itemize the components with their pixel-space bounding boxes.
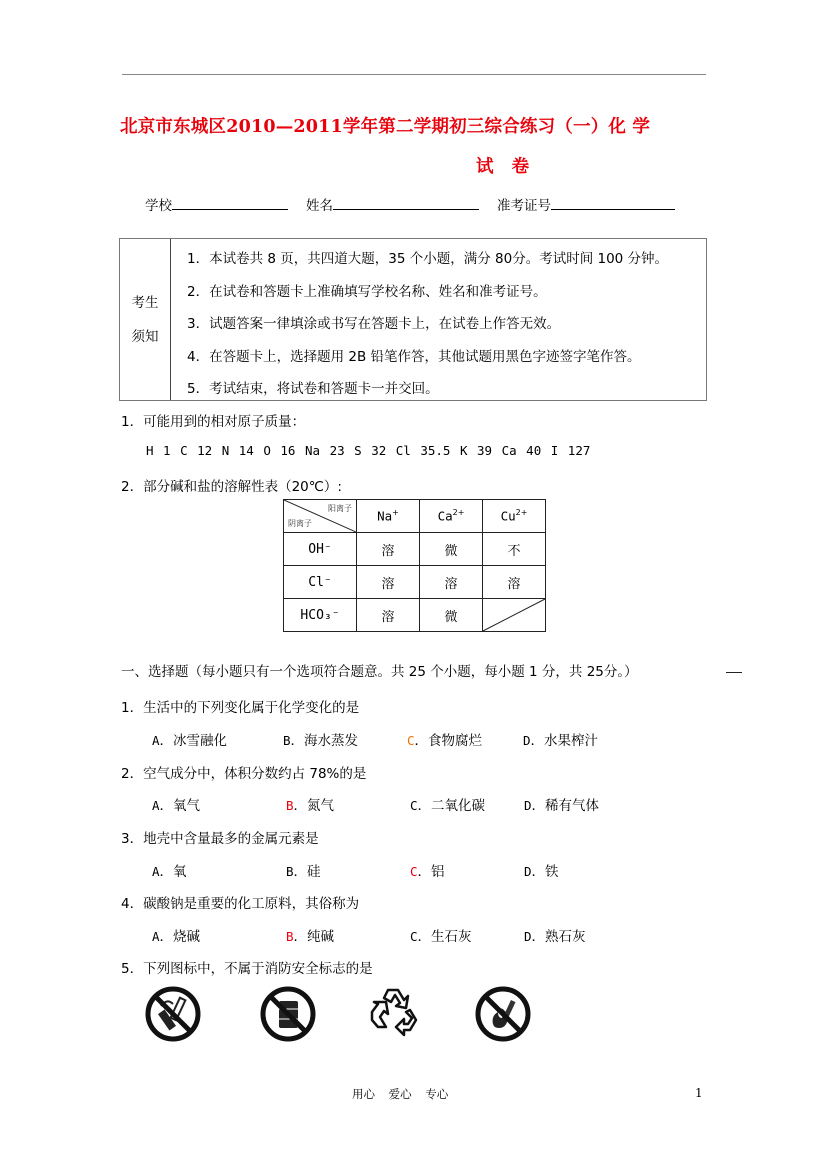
notice-heading-line1: 考生: [131, 294, 159, 311]
atomic-mass-label: 1．可能用到的相对原子质量：: [121, 414, 306, 430]
table-row: [284, 599, 546, 632]
solubility-cell: 不: [483, 533, 546, 566]
anion-cell: HCO₃⁻: [284, 599, 357, 632]
notice-item: 3．试题答案一律填涂或书写在答题卡上，在试卷上作答无效。: [187, 316, 561, 332]
option-c[interactable]: C．铝: [410, 864, 445, 880]
option-a[interactable]: A．氧气: [152, 798, 201, 814]
notice-item: 2．在试卷和答题卡上准确填写学校名称、姓名和准考证号。: [187, 283, 547, 300]
header-rule: [122, 74, 706, 75]
answer-marker: B: [286, 798, 294, 813]
table-row: [284, 533, 546, 566]
no-fuel-drum-icon[interactable]: [258, 984, 318, 1048]
table-row: [284, 566, 546, 599]
anion-label: 阴离子: [288, 519, 312, 528]
solubility-label: 2．部分碱和盐的溶解性表（20℃）:: [121, 479, 342, 495]
notice-heading: [120, 239, 171, 400]
table-corner-cell: [284, 500, 357, 533]
margin-dash: [726, 672, 742, 673]
empty-diagonal-cell: [483, 599, 546, 632]
option-d[interactable]: D．稀有气体: [524, 798, 600, 814]
solubility-cell: 微: [420, 533, 483, 566]
no-smoking-icon[interactable]: [143, 984, 203, 1048]
solubility-cell: 溶: [357, 599, 420, 632]
option-a[interactable]: A．烧碱: [152, 929, 201, 945]
solubility-cell: 溶: [357, 566, 420, 599]
option-c[interactable]: C．二氧化碳: [410, 798, 486, 814]
option-d[interactable]: D．水果榨汁: [523, 733, 599, 749]
exam-id-blank[interactable]: [551, 196, 675, 210]
notice-item: 5．考试结束，将试卷和答题卡一并交回。: [187, 381, 439, 397]
question-stem: 5．下列图标中，不属于消防安全标志的是: [121, 961, 373, 977]
solubility-table: [283, 499, 546, 632]
exam-subtitle: 试 卷: [476, 157, 536, 177]
question-stem: 1．生活中的下列变化属于化学变化的是: [121, 700, 360, 716]
footer-motto: 用心 爱心 专心: [352, 1087, 449, 1101]
cation-header: $Cu^{2+}$: [483, 500, 546, 533]
notice-item: 4．在答题卡上，选择题用 2B 铅笔作答，其他试题用黑色字迹签字笔作答。: [187, 348, 641, 365]
question-options: [152, 729, 598, 749]
answer-marker: C: [410, 864, 418, 879]
table-header-row: [284, 500, 546, 533]
cation-header: $Ca^{2+}$: [420, 500, 483, 533]
recycle-icon[interactable]: [364, 982, 426, 1048]
exam-title: 北京市东城区2010—2011学年第二学期初三综合练习（一）化 学: [120, 117, 651, 137]
school-label: 学校: [145, 198, 172, 214]
notice-item: 1．本试卷共 8 页，共四道大题，35 个小题，满分 80分。考试时间 100 分钟。: [187, 251, 669, 267]
answer-marker: C: [407, 733, 415, 748]
option-d[interactable]: D．熟石灰: [524, 929, 586, 945]
cation-header: Na+: [357, 500, 420, 533]
no-fire-icon[interactable]: [473, 984, 533, 1048]
question-options: [152, 794, 599, 814]
option-a[interactable]: A．冰雪融化: [152, 733, 228, 749]
question-stem: 4．碳酸钠是重要的化工原料，其俗称为: [121, 896, 360, 912]
student-info-fields: [145, 194, 693, 214]
option-c[interactable]: C．生石灰: [410, 929, 472, 945]
anion-cell: Cl⁻: [284, 566, 357, 599]
option-b[interactable]: B．海水蒸发: [283, 733, 359, 749]
notice-heading-line2: 须知: [131, 328, 159, 345]
solubility-cell: 微: [420, 599, 483, 632]
name-blank[interactable]: [333, 196, 479, 210]
anion-cell: OH⁻: [284, 533, 357, 566]
option-b[interactable]: B．纯碱: [286, 929, 335, 945]
notice-items: [171, 239, 706, 400]
solubility-cell: 溶: [357, 533, 420, 566]
question-stem: 2．空气成分中，体积分数约占 78%的是: [121, 766, 367, 782]
solubility-cell: 溶: [420, 566, 483, 599]
question-options: [152, 860, 559, 880]
question-options: [152, 925, 586, 945]
option-d[interactable]: D．铁: [524, 864, 559, 880]
cell-diagonal: [483, 599, 545, 631]
option-a[interactable]: A．氧: [152, 864, 187, 880]
cation-label: 阳离子: [328, 504, 352, 513]
option-b[interactable]: B．硅: [286, 864, 321, 880]
exam-id-label: 准考证号: [497, 198, 551, 214]
option-b[interactable]: B．氮气: [286, 798, 335, 814]
school-blank[interactable]: [172, 196, 288, 210]
option-c[interactable]: C．食物腐烂: [407, 733, 483, 749]
solubility-cell: 溶: [483, 566, 546, 599]
section-heading: 一、选择题（每小题只有一个选项符合题意。共 25 个小题，每小题 1 分，共 25分。）: [121, 664, 638, 680]
answer-marker: B: [286, 929, 294, 944]
atomic-mass-values: H 1 C 12 N 14 O 16 Na 23 S 32 Cl 35.5 K 39 Ca 40 I 127: [146, 443, 591, 458]
question-stem: 3．地壳中含量最多的金属元素是: [121, 831, 319, 847]
name-label: 姓名: [306, 198, 333, 214]
exam-notice-box: [119, 238, 707, 401]
page-number: 1: [695, 1086, 703, 1100]
